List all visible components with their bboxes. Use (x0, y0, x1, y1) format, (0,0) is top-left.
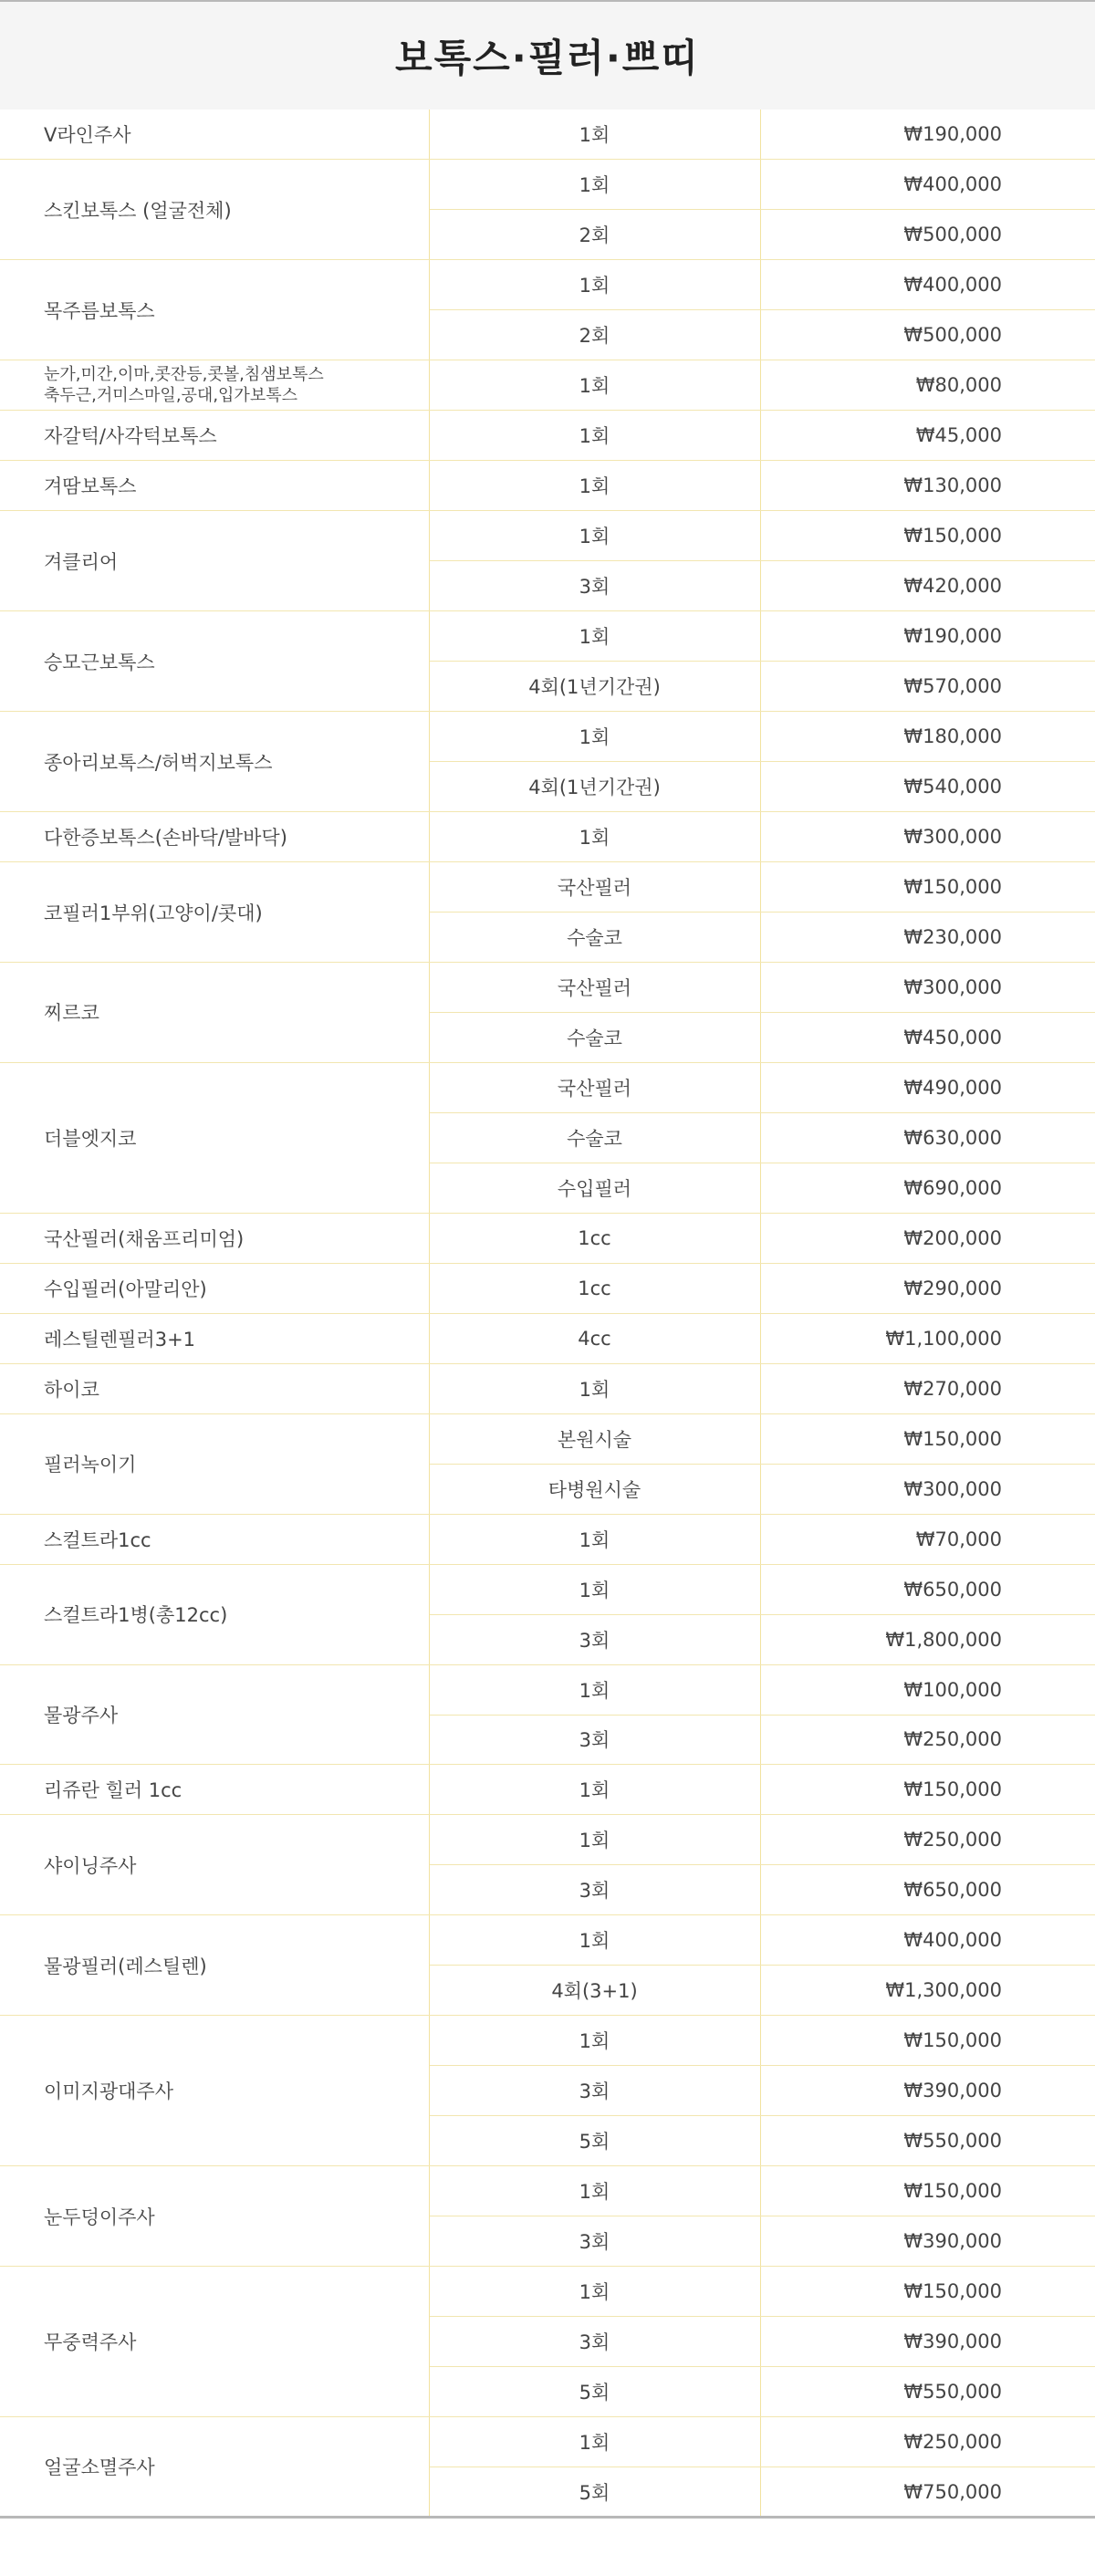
treatment-name (0, 812, 429, 862)
price-value: ₩1,800,000 (760, 1614, 1095, 1664)
session-count: 1회 (429, 160, 760, 210)
price-value: ₩1,100,000 (760, 1313, 1095, 1363)
treatment-name (0, 1514, 429, 1564)
treatment-name (0, 962, 429, 1062)
session-count: 1회 (429, 611, 760, 662)
price-value: ₩250,000 (760, 2417, 1095, 2467)
treatment-name-label: 찌르코 (44, 1002, 99, 1025)
price-value: ₩650,000 (760, 1564, 1095, 1614)
price-value: ₩390,000 (760, 2317, 1095, 2367)
price-value: ₩400,000 (760, 1915, 1095, 1966)
treatment-name-label: 코필러1부위(고양이/콧대) (44, 902, 263, 924)
page-title: 보톡스·필러·쁘띠 (395, 36, 700, 80)
treatment-name-label: V라인주사 (44, 124, 131, 147)
price-value: ₩500,000 (760, 210, 1095, 260)
price-value: ₩420,000 (760, 561, 1095, 611)
session-count: 1회 (429, 2267, 760, 2317)
table-row (0, 511, 1095, 561)
session-count: 1cc (429, 1213, 760, 1263)
session-count: 2회 (429, 310, 760, 360)
treatment-name-label: 물광주사 (44, 1705, 119, 1726)
price-table-body (0, 110, 1095, 2518)
session-count: 국산필러 (429, 1062, 760, 1112)
treatment-name (0, 1263, 429, 1313)
table-row (0, 2166, 1095, 2216)
treatment-name (0, 360, 429, 411)
price-value: ₩70,000 (760, 1514, 1095, 1564)
session-count: 1회 (429, 1664, 760, 1715)
treatment-name-label: 겨클리어 (44, 550, 119, 573)
treatment-name-label: 수입필러(아말리안) (44, 1278, 207, 1300)
treatment-name-label: 얼굴소멸주사 (44, 2456, 155, 2479)
price-value: ₩450,000 (760, 1012, 1095, 1062)
table-row (0, 1263, 1095, 1313)
treatment-name-label: 더블엣지코 (44, 1127, 137, 1150)
table-row (0, 110, 1095, 160)
treatment-name (0, 160, 429, 260)
price-value: ₩150,000 (760, 2267, 1095, 2317)
session-count: 수입필러 (429, 1163, 760, 1213)
treatment-name (0, 110, 429, 160)
session-count: 5회 (429, 2116, 760, 2166)
table-row (0, 1564, 1095, 1614)
session-count: 1회 (429, 2417, 760, 2467)
treatment-name-label: 눈두덩이주사 (44, 2206, 155, 2228)
treatment-name-label: 샤이닝주사 (44, 1854, 137, 1877)
session-count: 4회(1년기간권) (429, 662, 760, 712)
price-value: ₩230,000 (760, 913, 1095, 963)
price-value: ₩300,000 (760, 962, 1095, 1012)
treatment-name-label: 자갈턱/사각턱보톡스 (44, 425, 217, 448)
treatment-name-label: 목주름보톡스 (44, 299, 155, 322)
session-count: 5회 (429, 2367, 760, 2417)
table-row (0, 1313, 1095, 1363)
session-count: 1회 (429, 2166, 760, 2216)
treatment-name (0, 1213, 429, 1263)
price-value: ₩150,000 (760, 1413, 1095, 1464)
session-count: 수술코 (429, 1012, 760, 1062)
treatment-name (0, 1062, 429, 1213)
session-count: 타병원시술 (429, 1464, 760, 1514)
price-value: ₩550,000 (760, 2367, 1095, 2417)
session-count: 1회 (429, 2016, 760, 2066)
price-value: ₩550,000 (760, 2116, 1095, 2166)
treatment-name-label-line2: 축두근,거미스마일,공대,입가보톡스 (44, 386, 297, 406)
table-row (0, 1664, 1095, 1715)
session-count: 1cc (429, 1263, 760, 1313)
treatment-name-label: 스컬트라1cc (44, 1528, 151, 1551)
table-row (0, 1213, 1095, 1263)
treatment-name (0, 2267, 429, 2417)
session-count: 1회 (429, 1514, 760, 1564)
treatment-name (0, 862, 429, 963)
table-row (0, 1514, 1095, 1564)
session-count: 1회 (429, 1363, 760, 1413)
treatment-name (0, 1915, 429, 2016)
table-row (0, 611, 1095, 662)
table-row (0, 360, 1095, 411)
price-value: ₩400,000 (760, 160, 1095, 210)
treatment-name (0, 1815, 429, 1915)
price-value: ₩80,000 (760, 360, 1095, 411)
session-count: 3회 (429, 561, 760, 611)
price-value: ₩250,000 (760, 1715, 1095, 1765)
session-count: 3회 (429, 2317, 760, 2367)
table-row (0, 2417, 1095, 2467)
price-value: ₩570,000 (760, 662, 1095, 712)
price-value: ₩630,000 (760, 1112, 1095, 1163)
price-value: ₩150,000 (760, 2016, 1095, 2066)
price-value: ₩190,000 (760, 110, 1095, 160)
table-row (0, 411, 1095, 461)
session-count: 3회 (429, 2066, 760, 2116)
treatment-name (0, 1564, 429, 1664)
table-row (0, 160, 1095, 210)
treatment-name-label: 하이코 (44, 1378, 99, 1401)
session-count: 국산필러 (429, 862, 760, 913)
title-bar (0, 2, 1095, 110)
price-value: ₩200,000 (760, 1213, 1095, 1263)
price-value: ₩270,000 (760, 1363, 1095, 1413)
treatment-name (0, 2166, 429, 2267)
price-value: ₩690,000 (760, 1163, 1095, 1213)
session-count: 1회 (429, 461, 760, 511)
treatment-name (0, 411, 429, 461)
price-value: ₩300,000 (760, 812, 1095, 862)
table-row (0, 461, 1095, 511)
session-count: 2회 (429, 210, 760, 260)
treatment-name-label: 겨땀보톡스 (44, 475, 137, 498)
price-value: ₩150,000 (760, 2166, 1095, 2216)
session-count: 수술코 (429, 913, 760, 963)
session-count: 1회 (429, 260, 760, 310)
session-count: 1회 (429, 511, 760, 561)
session-count: 3회 (429, 1715, 760, 1765)
table-row (0, 1413, 1095, 1464)
price-value: ₩400,000 (760, 260, 1095, 310)
treatment-name (0, 611, 429, 712)
session-count: 4회(1년기간권) (429, 762, 760, 812)
session-count: 5회 (429, 2467, 760, 2518)
table-row (0, 1062, 1095, 1112)
session-count: 3회 (429, 1614, 760, 1664)
treatment-name-label: 리쥬란 힐러 1cc (44, 1779, 182, 1802)
treatment-name-label: 눈가,미간,이마,콧잔등,콧볼,침샘보톡스 (44, 365, 324, 385)
session-count: 4cc (429, 1313, 760, 1363)
treatment-name-label: 종아리보톡스/허벅지보톡스 (44, 751, 273, 774)
treatment-name-label: 다한증보톡스(손바닥/발바닥) (44, 827, 287, 850)
treatment-name (0, 712, 429, 812)
session-count: 1회 (429, 1564, 760, 1614)
price-value: ₩130,000 (760, 461, 1095, 511)
treatment-name (0, 2417, 429, 2518)
price-value: ₩150,000 (760, 862, 1095, 913)
price-value: ₩500,000 (760, 310, 1095, 360)
price-value: ₩1,300,000 (760, 1966, 1095, 2016)
price-value: ₩150,000 (760, 1765, 1095, 1815)
table-row (0, 962, 1095, 1012)
treatment-name-label: 국산필러(채움프리미엄) (44, 1227, 245, 1250)
session-count: 1회 (429, 411, 760, 461)
table-row (0, 1815, 1095, 1865)
table-row (0, 812, 1095, 862)
treatment-name (0, 260, 429, 360)
session-count: 3회 (429, 2216, 760, 2267)
price-value: ₩750,000 (760, 2467, 1095, 2518)
table-row (0, 712, 1095, 762)
treatment-name (0, 1664, 429, 1765)
treatment-name-label: 스킨보톡스 (얼굴전체) (44, 199, 232, 222)
treatment-name (0, 1363, 429, 1413)
treatment-name-label: 무중력주사 (44, 2331, 137, 2354)
table-row (0, 2267, 1095, 2317)
session-count: 1회 (429, 360, 760, 411)
price-value: ₩190,000 (760, 611, 1095, 662)
table-row (0, 2016, 1095, 2066)
price-value: ₩490,000 (760, 1062, 1095, 1112)
treatment-name (0, 1413, 429, 1514)
treatment-name-label: 레스틸렌필러3+1 (44, 1328, 196, 1351)
treatment-name (0, 511, 429, 611)
session-count: 1회 (429, 812, 760, 862)
session-count: 1회 (429, 1915, 760, 1966)
table-row (0, 1765, 1095, 1815)
table-row (0, 1363, 1095, 1413)
treatment-name (0, 461, 429, 511)
treatment-name-label: 이미지광대주사 (44, 2081, 174, 2103)
session-count: 국산필러 (429, 962, 760, 1012)
price-value: ₩100,000 (760, 1664, 1095, 1715)
session-count: 1회 (429, 110, 760, 160)
treatment-name (0, 1313, 429, 1363)
price-table (0, 110, 1095, 2519)
table-row (0, 862, 1095, 913)
session-count: 1회 (429, 1815, 760, 1865)
table-row (0, 1915, 1095, 1966)
session-count: 1회 (429, 712, 760, 762)
price-value: ₩180,000 (760, 712, 1095, 762)
table-row (0, 260, 1095, 310)
treatment-name-label: 스컬트라1병(총12cc) (44, 1604, 228, 1627)
price-value: ₩650,000 (760, 1865, 1095, 1915)
session-count: 3회 (429, 1865, 760, 1915)
price-value: ₩290,000 (760, 1263, 1095, 1313)
session-count: 4회(3+1) (429, 1966, 760, 2016)
price-value: ₩390,000 (760, 2216, 1095, 2267)
price-value: ₩45,000 (760, 411, 1095, 461)
treatment-name (0, 1765, 429, 1815)
treatment-name-label: 승모근보톡스 (44, 651, 155, 673)
price-value: ₩390,000 (760, 2066, 1095, 2116)
treatment-name-label: 물광필러(레스틸렌) (44, 1955, 207, 1977)
price-value: ₩300,000 (760, 1464, 1095, 1514)
treatment-name-label: 필러녹이기 (44, 1454, 137, 1476)
session-count: 1회 (429, 1765, 760, 1815)
price-value: ₩540,000 (760, 762, 1095, 812)
treatment-name (0, 2016, 429, 2166)
price-value: ₩250,000 (760, 1815, 1095, 1865)
session-count: 수술코 (429, 1112, 760, 1163)
session-count: 본원시술 (429, 1413, 760, 1464)
price-value: ₩150,000 (760, 511, 1095, 561)
